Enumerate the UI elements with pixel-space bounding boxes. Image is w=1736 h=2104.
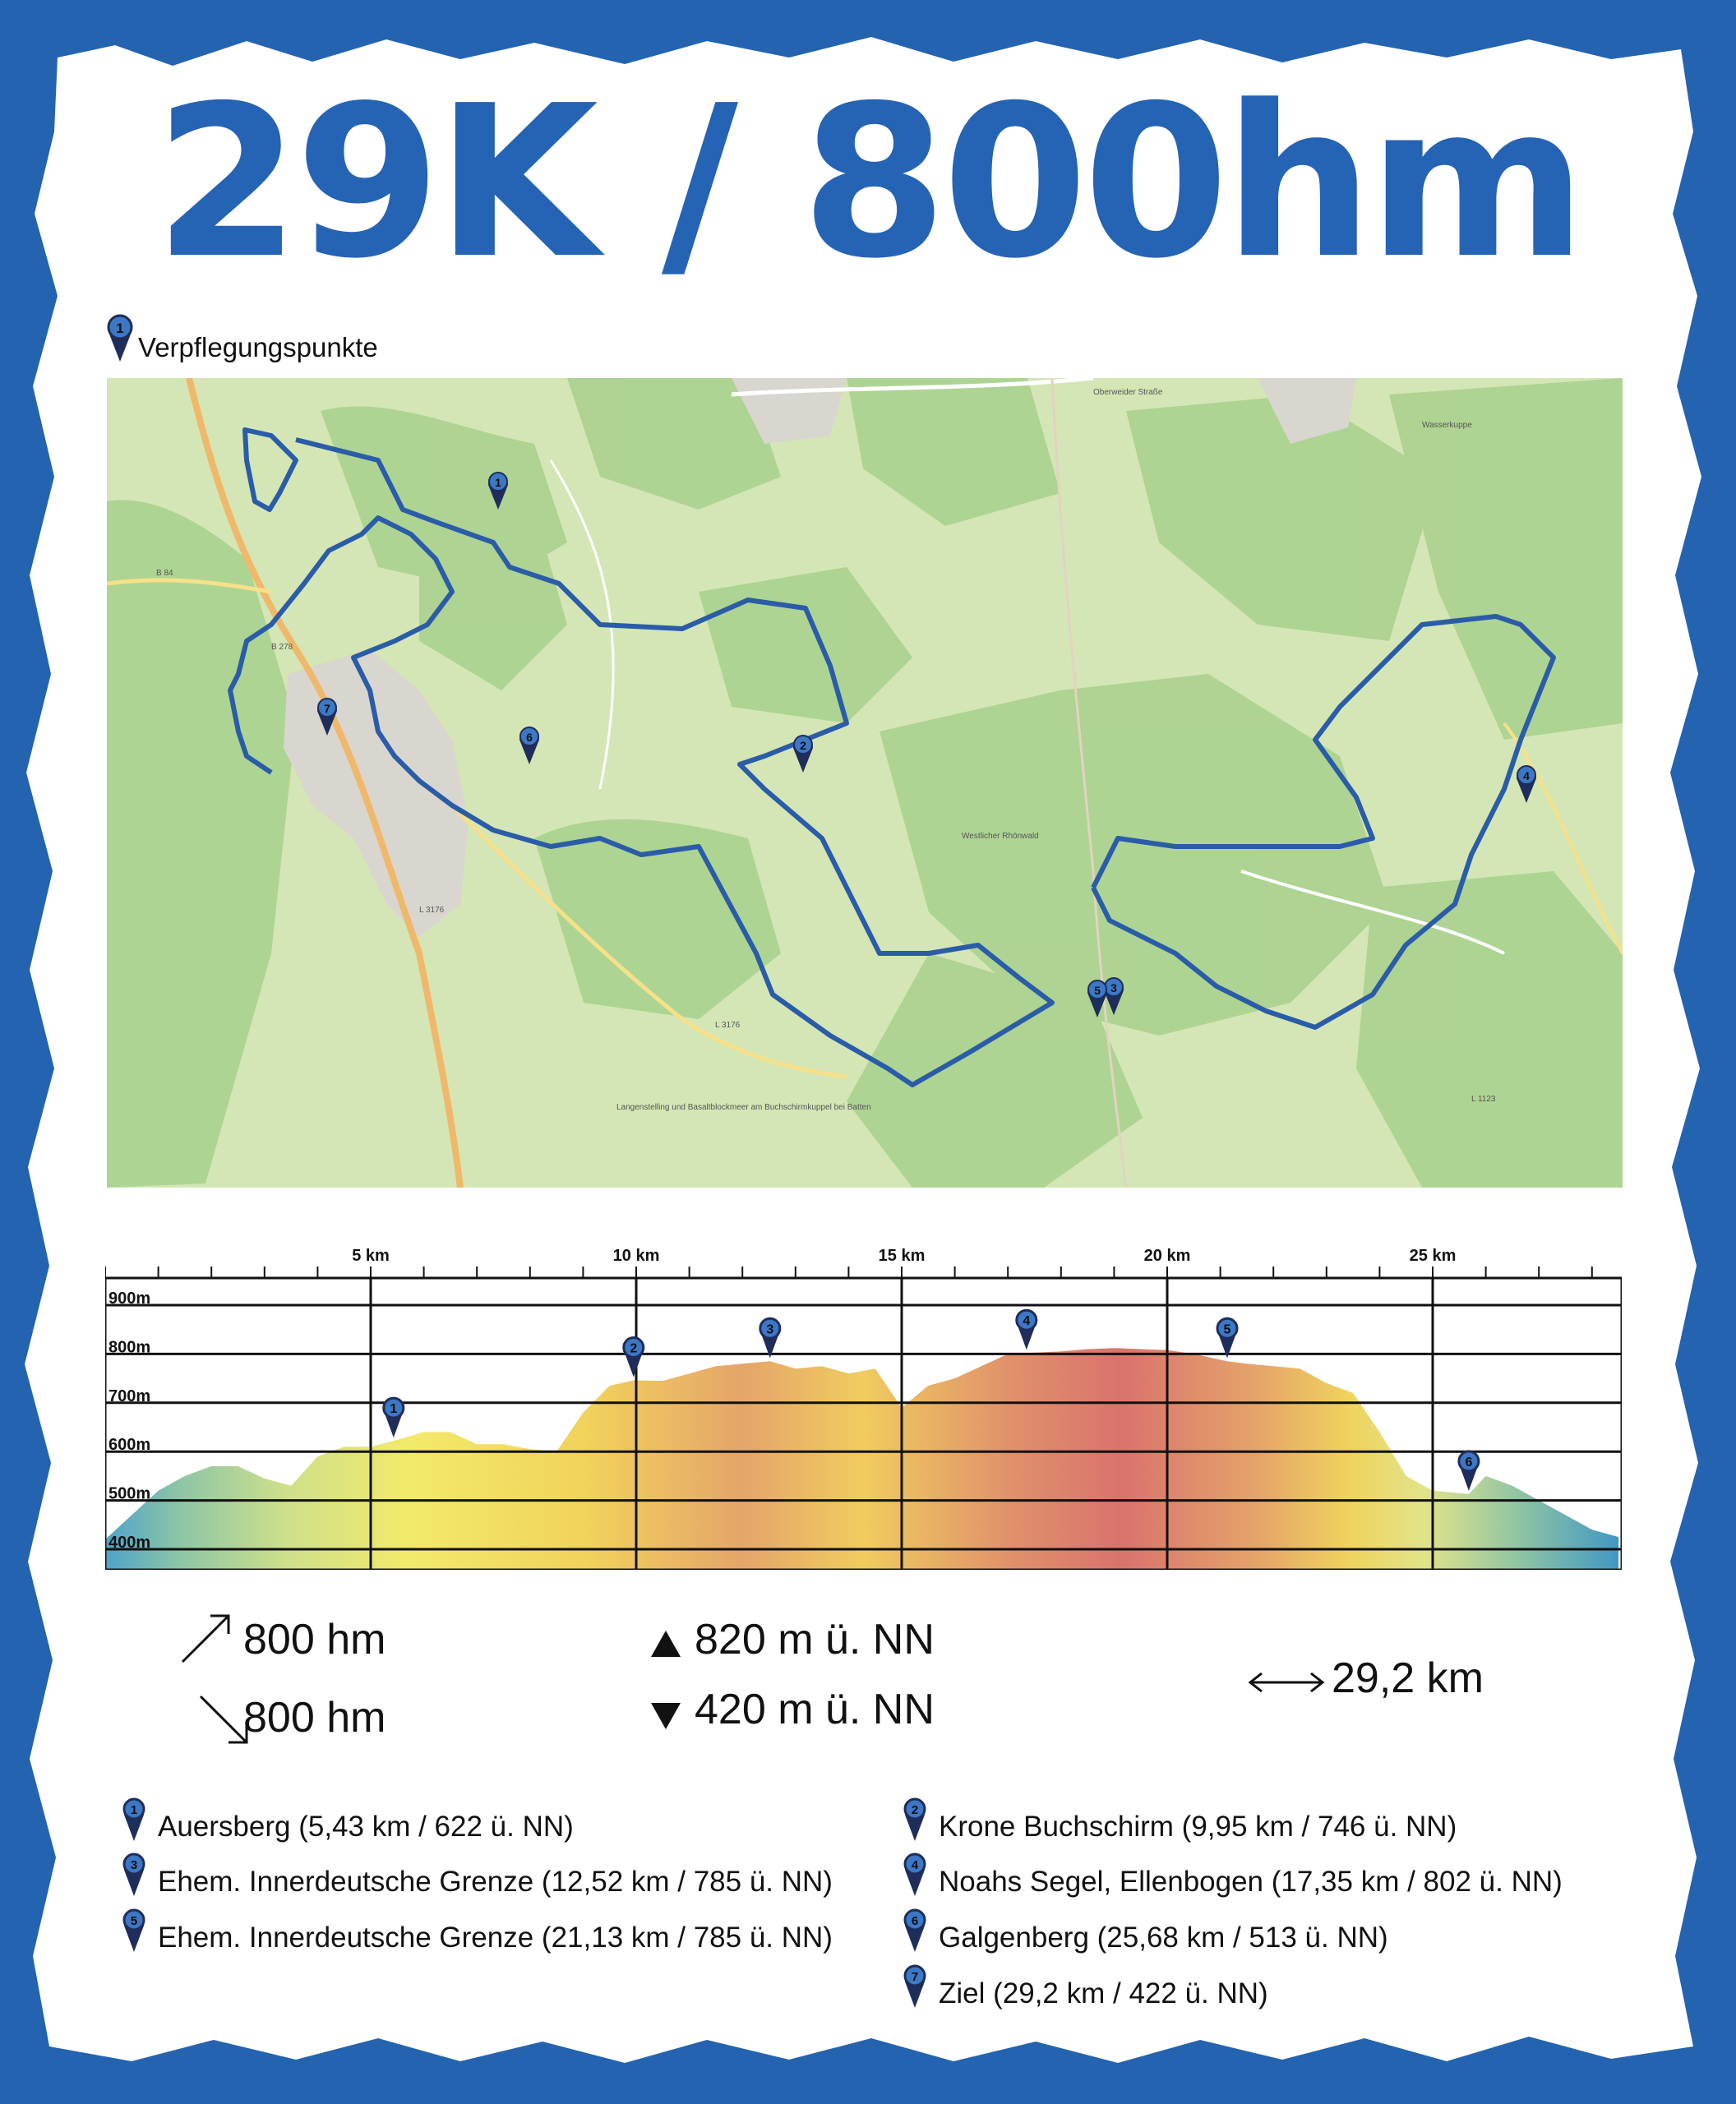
profile-axis-ticks	[105, 1267, 1592, 1278]
map-pin-icon	[903, 1797, 927, 1843]
map-label: L 3176	[715, 1021, 741, 1030]
min-elevation-value: 420 m ü. NN	[695, 1686, 935, 1733]
legend-title: Verpflegungspunkte	[138, 332, 378, 362]
y-tick-label: 600m	[108, 1436, 151, 1455]
station-label: Galgenberg (25,68 km / 513 ü. NN)	[939, 1922, 1388, 1954]
map-label: L 1123	[1471, 1095, 1496, 1104]
station-item	[903, 1907, 1388, 1954]
station-label: Ehem. Innerdeutsche Grenze (12,52 km / 785 ü. NN)	[158, 1866, 833, 1898]
station-item	[122, 1796, 574, 1843]
svg-text:4: 4	[911, 1858, 919, 1872]
x-tick-label: 20 km	[1143, 1247, 1191, 1265]
map-pin-icon	[903, 1852, 927, 1898]
svg-text:1: 1	[116, 321, 124, 336]
svg-text:7: 7	[324, 702, 330, 715]
svg-text:5: 5	[130, 1914, 138, 1928]
ascent-icon	[179, 1611, 233, 1665]
y-tick-label: 700m	[108, 1387, 151, 1405]
distance-icon	[1245, 1670, 1327, 1695]
map-label: Langenstelling und Basaltblockmeer am Buchschirmkuppel bei Batten	[616, 1103, 871, 1112]
svg-text:6: 6	[526, 731, 533, 744]
map-pin-icon	[903, 1963, 927, 2009]
y-tick-label: 900m	[108, 1290, 151, 1308]
y-tick-label: 500m	[108, 1484, 151, 1503]
elevation-profile	[105, 1233, 1622, 1570]
max-elevation-value: 820 m ü. NN	[695, 1616, 935, 1663]
route-map[interactable]	[107, 378, 1623, 1188]
svg-text:7: 7	[911, 1970, 919, 1984]
marker-number: 2	[630, 1341, 638, 1356]
page-title: 29K / 800hm	[154, 61, 1582, 305]
y-tick-label: 800m	[108, 1338, 151, 1357]
station-item	[903, 1796, 1457, 1843]
map-pin-icon	[122, 1852, 146, 1898]
svg-text:2: 2	[911, 1803, 919, 1817]
map-label: Westlicher Rhönwald	[962, 832, 1039, 841]
svg-text:3: 3	[1110, 981, 1117, 994]
x-tick-label: 5 km	[352, 1247, 390, 1265]
station-label: Ziel (29,2 km / 422 ü. NN)	[939, 1977, 1268, 2009]
marker-number: 3	[766, 1322, 774, 1337]
ascent-value: 800 hm	[243, 1616, 386, 1663]
x-tick-label: 25 km	[1409, 1247, 1457, 1265]
station-item	[122, 1851, 833, 1899]
legend-marker	[105, 312, 135, 367]
marker-number: 5	[1223, 1322, 1231, 1337]
map-pin-icon	[105, 312, 135, 363]
map-label: B 278	[271, 643, 293, 652]
map-label: Oberweider Straße	[1093, 388, 1163, 397]
x-tick-label: 15 km	[878, 1247, 926, 1265]
distance-value: 29,2 km	[1332, 1654, 1484, 1702]
svg-text:6: 6	[911, 1914, 919, 1928]
map-label: B 84	[156, 569, 173, 578]
svg-text:2: 2	[800, 739, 806, 752]
min-elevation-icon	[649, 1701, 682, 1731]
svg-text:5: 5	[1094, 984, 1101, 997]
svg-text:1: 1	[130, 1803, 138, 1817]
station-label: Noahs Segel, Ellenbogen (17,35 km / 802 ü. NN)	[939, 1866, 1563, 1898]
descent-value: 800 hm	[243, 1694, 386, 1742]
max-elevation-icon	[649, 1629, 682, 1659]
map-label: L 3176	[419, 906, 445, 915]
svg-text:3: 3	[130, 1858, 138, 1872]
y-tick-label: 400m	[108, 1534, 151, 1552]
map-pin-icon	[903, 1908, 927, 1954]
map-pin-icon	[122, 1908, 146, 1954]
marker-number: 4	[1023, 1314, 1031, 1329]
map-pin-icon	[122, 1797, 146, 1843]
station-label: Krone Buchschirm (9,95 km / 746 ü. NN)	[939, 1811, 1457, 1843]
station-label: Ehem. Innerdeutsche Grenze (21,13 km / 785 ü. NN)	[158, 1922, 833, 1954]
marker-number: 6	[1465, 1455, 1473, 1470]
station-item	[903, 1963, 1268, 2010]
x-tick-label: 10 km	[612, 1247, 660, 1265]
station-item	[122, 1907, 833, 1954]
map-label: Wasserkuppe	[1422, 421, 1472, 430]
svg-text:1: 1	[495, 476, 501, 489]
marker-number: 1	[390, 1402, 398, 1417]
svg-text:4: 4	[1523, 769, 1530, 782]
station-item	[903, 1851, 1563, 1899]
station-label: Auersberg (5,43 km / 622 ü. NN)	[158, 1811, 574, 1843]
